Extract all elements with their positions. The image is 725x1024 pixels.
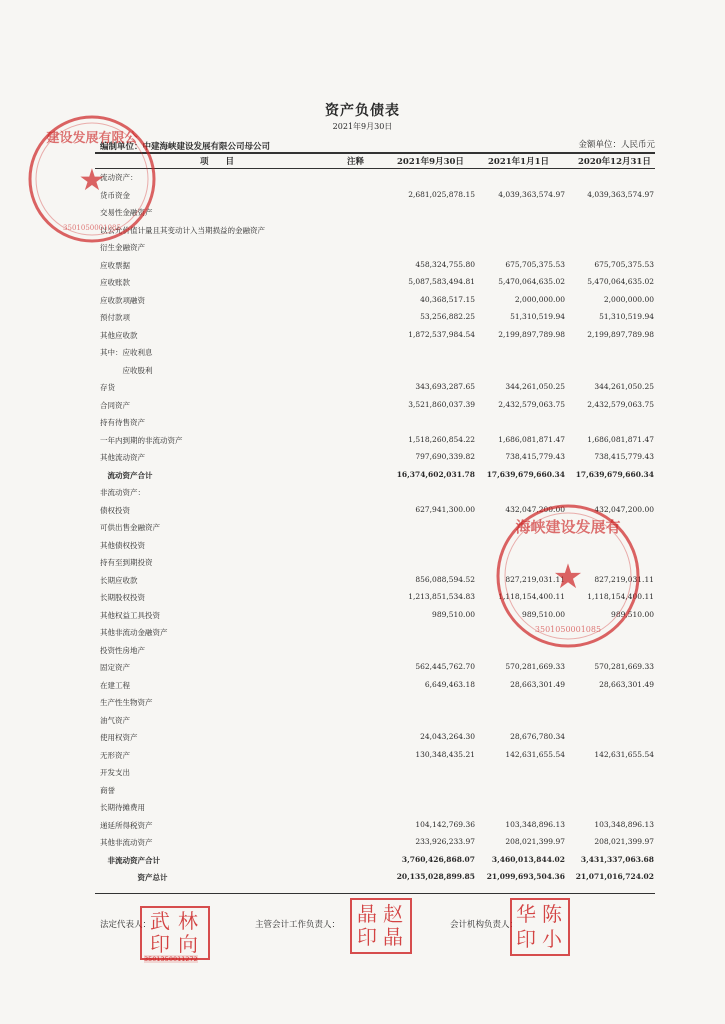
row-value-3: 51,310,519.94 bbox=[599, 312, 654, 321]
signature-accounting: 主管会计工作负责人： bbox=[255, 920, 341, 930]
row-value-2: 3,460,013,844.02 bbox=[491, 854, 565, 864]
row-value-1: 1,213,851,534.83 bbox=[408, 592, 475, 601]
row-value-2: 2,199,897,789.98 bbox=[498, 329, 565, 339]
signature-legal: 法定代表人： bbox=[100, 920, 152, 930]
row-value-1: 233,926,233.97 bbox=[415, 837, 475, 846]
currency-unit: 金额单位：人民币元 bbox=[578, 140, 655, 150]
table-row bbox=[0, 435, 725, 452]
row-label: 固定资产 bbox=[100, 663, 130, 672]
row-value-2: 432,047,200.00 bbox=[505, 504, 565, 514]
company-stamp-top bbox=[25, 112, 160, 247]
row-value-3: 1,686,081,871.47 bbox=[587, 434, 654, 444]
row-value-2: 28,663,301.49 bbox=[510, 679, 565, 689]
table-row bbox=[0, 837, 725, 854]
row-value-1: 627,941,300.00 bbox=[415, 504, 475, 514]
table-row bbox=[0, 750, 725, 767]
row-value-1: 562,445,762.70 bbox=[415, 662, 475, 671]
row-value-3: 989,510.00 bbox=[611, 609, 654, 619]
header-bottom-line bbox=[95, 168, 655, 169]
seal-legal-number: 3501350011272 bbox=[144, 955, 198, 963]
page-title: 资产负债表 bbox=[325, 103, 400, 119]
row-label: 应收票据 bbox=[100, 260, 130, 270]
row-label: 长期待摊费用 bbox=[100, 803, 145, 812]
row-label: 一年内到期的非流动资产 bbox=[100, 435, 183, 445]
row-label: 应收账款 bbox=[100, 278, 130, 287]
svg-text:★: ★ bbox=[78, 163, 106, 198]
table-row bbox=[0, 802, 725, 819]
row-value-2: 17,639,679,660.34 bbox=[486, 469, 565, 479]
row-value-2: 103,348,896.13 bbox=[505, 819, 565, 829]
row-value-3: 432,047,200.00 bbox=[594, 504, 654, 514]
row-value-2: 344,261,050.25 bbox=[505, 382, 565, 391]
row-value-2: 1,686,081,871.47 bbox=[498, 434, 565, 444]
row-label: 交易性金融资产 bbox=[100, 208, 153, 217]
row-label: 长期股权投资 bbox=[100, 593, 145, 602]
row-label: 其他权益工具投资 bbox=[100, 610, 160, 620]
row-value-1: 20,135,028,899.85 bbox=[396, 872, 475, 881]
row-value-1: 2,681,025,878.15 bbox=[408, 189, 475, 199]
table-row bbox=[0, 417, 725, 434]
company-stamp-middle bbox=[492, 500, 644, 652]
row-value-2: 989,510.00 bbox=[522, 609, 565, 619]
row-value-1: 3,760,426,868.07 bbox=[401, 854, 475, 864]
row-value-2: 28,676,780.34 bbox=[510, 732, 565, 741]
table-row bbox=[0, 767, 725, 784]
header-top-line bbox=[95, 152, 655, 154]
table-row bbox=[0, 382, 725, 399]
table-row bbox=[0, 295, 725, 312]
table-row bbox=[0, 732, 725, 749]
row-label: 应收款项融资 bbox=[100, 295, 145, 305]
row-value-1: 130,348,435.21 bbox=[415, 749, 475, 759]
row-label: 持有至到期投资 bbox=[100, 558, 153, 567]
table-row bbox=[0, 277, 725, 294]
row-value-1: 6,649,463.18 bbox=[424, 679, 475, 689]
row-label: 资产总计 bbox=[100, 873, 168, 882]
row-value-1: 343,693,287.65 bbox=[415, 382, 475, 391]
svg-text:建设发展有限公: 建设发展有限公 bbox=[46, 131, 138, 146]
row-value-2: 675,705,375.53 bbox=[505, 259, 565, 269]
svg-text:海峡建设发展有: 海峡建设发展有 bbox=[515, 518, 621, 536]
row-label: 其他非流动金融资产 bbox=[100, 628, 168, 637]
row-label: 存货 bbox=[100, 383, 115, 392]
row-label: 持有待售资产 bbox=[100, 418, 145, 427]
row-value-3: 142,631,655.54 bbox=[594, 749, 654, 759]
row-value-3: 17,639,679,660.34 bbox=[575, 469, 654, 479]
svg-text:3501050001085: 3501050001085 bbox=[63, 224, 121, 232]
row-label: 长期应收款 bbox=[100, 575, 138, 585]
row-label: 商誉 bbox=[100, 785, 115, 795]
row-label: 递延所得税资产 bbox=[100, 820, 153, 830]
row-value-1: 24,043,264.30 bbox=[420, 732, 475, 741]
row-value-2: 21,099,693,504.36 bbox=[486, 872, 565, 881]
row-value-3: 2,000,000.00 bbox=[603, 294, 654, 304]
row-label: 使用权资产 bbox=[100, 733, 138, 742]
row-label: 流动资产： bbox=[100, 173, 138, 182]
row-value-1: 1,518,260,854.22 bbox=[408, 434, 475, 444]
row-value-3: 28,663,301.49 bbox=[599, 679, 654, 689]
row-value-2: 738,415,779.43 bbox=[505, 452, 565, 461]
table-row bbox=[0, 400, 725, 417]
row-label: 合同资产 bbox=[100, 400, 130, 410]
table-row bbox=[0, 785, 725, 802]
row-value-2: 2,432,579,063.75 bbox=[498, 399, 565, 409]
report-date: 2021年9月30日 bbox=[332, 122, 393, 131]
row-value-3: 570,281,669.33 bbox=[594, 662, 654, 671]
row-label: 开发支出 bbox=[100, 768, 130, 777]
row-label: 其他流动资产 bbox=[100, 453, 145, 462]
svg-text:3501050001085: 3501050001085 bbox=[534, 625, 602, 634]
row-label: 其他非流动资产 bbox=[100, 838, 153, 847]
table-row bbox=[0, 855, 725, 872]
table-row bbox=[0, 260, 725, 277]
row-label: 投资性房地产 bbox=[100, 645, 145, 655]
row-value-2: 142,631,655.54 bbox=[505, 749, 565, 759]
row-value-3: 344,261,050.25 bbox=[594, 382, 654, 391]
row-value-1: 1,872,537,984.54 bbox=[408, 329, 475, 339]
table-row bbox=[0, 330, 725, 347]
row-value-3: 208,021,399.97 bbox=[594, 837, 654, 846]
row-value-3: 2,432,579,063.75 bbox=[587, 399, 654, 409]
row-value-2: 827,219,031.11 bbox=[505, 574, 565, 584]
row-value-2: 2,000,000.00 bbox=[514, 294, 565, 304]
row-value-3: 827,219,031.11 bbox=[594, 574, 654, 584]
header-item: 项 目 bbox=[200, 157, 235, 167]
row-value-2: 5,470,064,635.02 bbox=[498, 277, 565, 286]
table-row bbox=[0, 820, 725, 837]
header-note: 注释 bbox=[347, 157, 365, 167]
table-row bbox=[0, 872, 725, 889]
row-value-1: 40,368,517.15 bbox=[420, 294, 475, 304]
row-value-2: 1,118,154,400.11 bbox=[498, 592, 565, 601]
row-value-2: 51,310,519.94 bbox=[510, 312, 565, 321]
row-value-3: 3,431,337,063.68 bbox=[580, 854, 654, 864]
row-value-1: 53,256,882.25 bbox=[420, 312, 475, 321]
row-label: 非流动资产合计 bbox=[100, 855, 160, 865]
table-row bbox=[0, 470, 725, 487]
row-label: 可供出售金融资产 bbox=[100, 523, 160, 532]
row-label: 生产性生物资产 bbox=[100, 698, 153, 707]
row-label: 油气资产 bbox=[100, 715, 130, 725]
table-row bbox=[0, 715, 725, 732]
row-value-3: 1,118,154,400.11 bbox=[587, 592, 654, 601]
seal-accounting-head: 晶 赵 印 晶 bbox=[350, 898, 412, 954]
row-label: 应收股利 bbox=[100, 365, 153, 375]
row-value-2: 570,281,669.33 bbox=[505, 662, 565, 671]
row-value-1: 856,088,594.52 bbox=[415, 574, 475, 584]
row-value-1: 458,324,755.80 bbox=[415, 259, 475, 269]
table-row bbox=[0, 347, 725, 364]
row-label: 货币资金 bbox=[100, 190, 130, 200]
row-label: 其中：应收利息 bbox=[100, 348, 153, 357]
signature-agency: 会计机构负责人： bbox=[450, 920, 519, 930]
row-label: 衍生金融资产 bbox=[100, 243, 145, 252]
row-value-1: 16,374,602,031.78 bbox=[396, 469, 475, 479]
row-value-3: 738,415,779.43 bbox=[594, 452, 654, 461]
seal-legal-representative: 武 林 印 向 bbox=[140, 906, 210, 960]
row-label: 无形资产 bbox=[100, 750, 130, 760]
row-label: 债权投资 bbox=[100, 505, 130, 515]
row-value-3: 4,039,363,574.97 bbox=[587, 189, 654, 199]
seal-agency-head: 华 陈 印 小 bbox=[510, 898, 570, 956]
row-value-3: 2,199,897,789.98 bbox=[587, 329, 654, 339]
table-row bbox=[0, 452, 725, 469]
row-label: 其他债权投资 bbox=[100, 540, 145, 550]
row-value-1: 989,510.00 bbox=[432, 609, 475, 619]
table-row bbox=[0, 365, 725, 382]
row-label: 流动资产合计 bbox=[100, 470, 153, 480]
row-label: 其他应收款 bbox=[100, 330, 138, 340]
table-row bbox=[0, 697, 725, 714]
row-value-2: 4,039,363,574.97 bbox=[498, 189, 565, 199]
row-value-3: 103,348,896.13 bbox=[594, 819, 654, 829]
header-c2: 2021年1月1日 bbox=[488, 157, 549, 167]
table-row bbox=[0, 312, 725, 329]
row-value-1: 104,142,769.36 bbox=[415, 819, 475, 829]
header-c1: 2021年9月30日 bbox=[397, 157, 464, 167]
header-c3: 2020年12月31日 bbox=[578, 157, 651, 167]
row-value-3: 675,705,375.53 bbox=[594, 259, 654, 269]
row-value-1: 3,521,860,037.39 bbox=[408, 399, 475, 409]
row-value-2: 208,021,399.97 bbox=[505, 837, 565, 846]
row-value-1: 797,690,339.82 bbox=[415, 452, 475, 461]
row-value-3: 21,071,016,724.02 bbox=[575, 872, 654, 881]
table-row bbox=[0, 662, 725, 679]
row-label: 预付款项 bbox=[100, 313, 130, 322]
svg-text:★: ★ bbox=[552, 557, 584, 597]
row-value-3: 5,470,064,635.02 bbox=[587, 277, 654, 286]
row-label: 在建工程 bbox=[100, 680, 130, 690]
row-label: 以公允价值计量且其变动计入当期损益的金融资产 bbox=[100, 225, 265, 235]
row-value-1: 5,087,583,494.81 bbox=[408, 277, 475, 286]
total-bottom-line bbox=[95, 893, 655, 894]
table-row bbox=[0, 680, 725, 697]
row-label: 非流动资产： bbox=[100, 488, 145, 497]
company-name: 编制单位：中建海峡建设发展有限公司母公司 bbox=[100, 142, 271, 152]
